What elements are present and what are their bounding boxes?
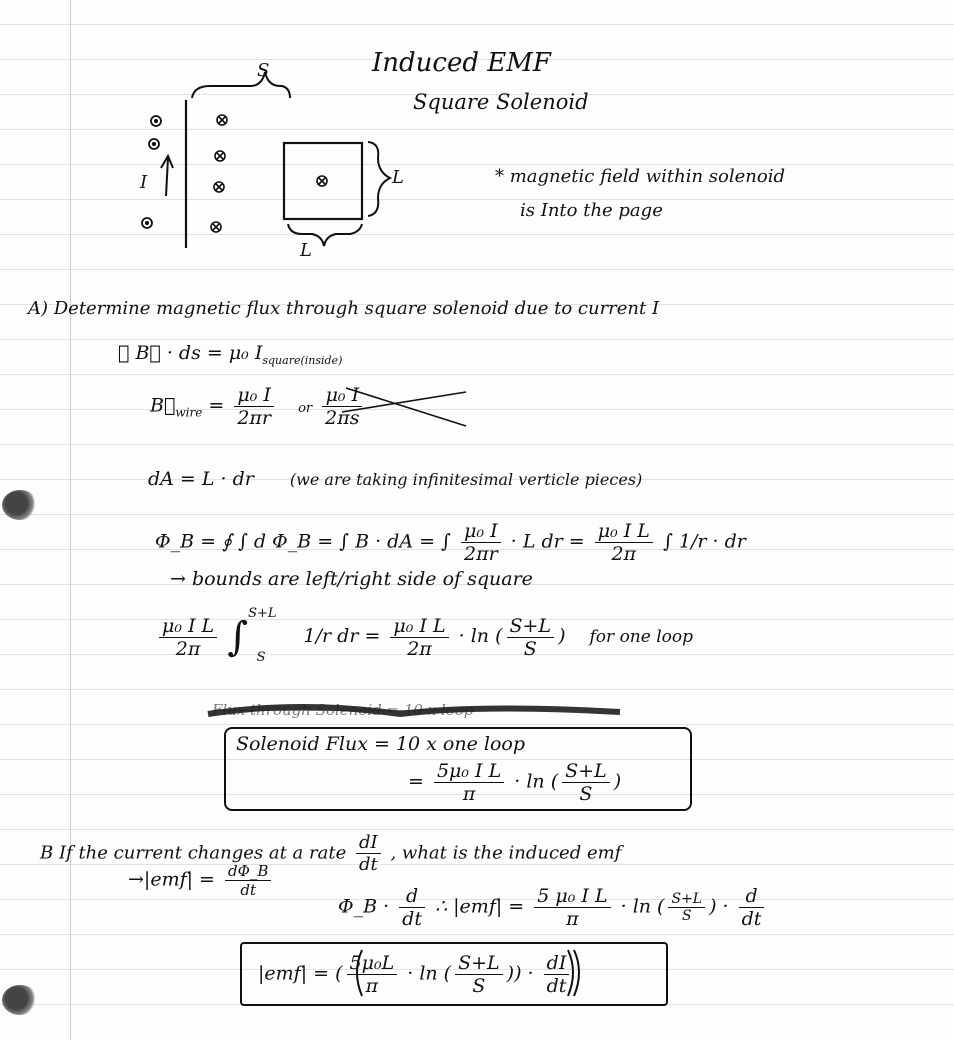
label-l-right: L [392,167,404,188]
final-emf-eq: |emf| = ( $\frac{\text{5μ₀L}}{\pi}$ · ln ( $\frac{S+L}{S}$ )) · $\frac{dI}{dt}$ [258,952,573,997]
part-b-question: B If the current changes at a rate $\frac{dI}{dt}$ , what is the induced emf [40,832,622,875]
flux-eq: Φ_B = ∮ ∫ d Φ_B = ∫ B · dA = ∫ $\frac{\text{μ₀ I}}{2\pi r}$ · L dr = $\frac{\text{μ₀ I L}}{2\pi}$ ∫ 1/r · dr [155,520,746,565]
ampere-law: ∮ B⃗ · ds = μ₀ $I_{square(inside)}$ [118,342,343,367]
label-current: I [140,172,148,193]
page-subtitle: Square Solenoid [413,90,589,114]
label-s: S [257,60,270,81]
b-wire-eq: $B⃗_{wire}$ = $\frac{\text{μ₀ I}}{2\pi r}$ or $\frac{\text{μ₀ I}}{2\pi s}$ [150,384,366,429]
emf-step: Φ_B · $\frac{d}{dt}$ ∴ |emf| = $\frac{\text{5 μ₀ I L}}{\pi}$ · ln ( $\frac{S+L}{S}$ ) · $\frac{d}{dt}$ [338,885,768,930]
note-line-1: * magnetic field within solenoid [495,166,785,187]
part-a-question: A) Determine magnetic flux through square solenoid due to current I [28,298,660,319]
emf-def: →|emf| = $\frac{d\Phi\_B}{dt}$ [128,862,275,899]
bounds-note: → bounds are left/right side of square [170,568,533,590]
page-title: Induced EMF [372,48,551,78]
integral-eq: $\frac{\text{μ₀ I L}}{2\pi}$ ∫ $^{S+L}$ $_S$ 1/r dr = $\frac{\text{μ₀ I L}}{2\pi}$ · ln ( $\frac{S+L}{S}$ ) for one loop [155,614,693,660]
s-brace [192,72,290,98]
da-eq: dA = L · dr (we are taking infinitesimal verticle pieces) [148,468,643,490]
note-line-2: is Into the page [520,200,663,221]
label-l-bottom: L [300,240,312,261]
crossed-out-line: Flux through Solenoid = 10 x loop [212,701,474,719]
solenoid-flux-label: Solenoid Flux = 10 x one loop [236,733,525,755]
l-brace-right [368,142,390,216]
field-in-markers [211,115,227,232]
solenoid-flux-result: = $\frac{\text{5μ₀ I L}}{\pi}$ · ln ( $\frac{S+L}{S}$ ) [408,760,622,805]
